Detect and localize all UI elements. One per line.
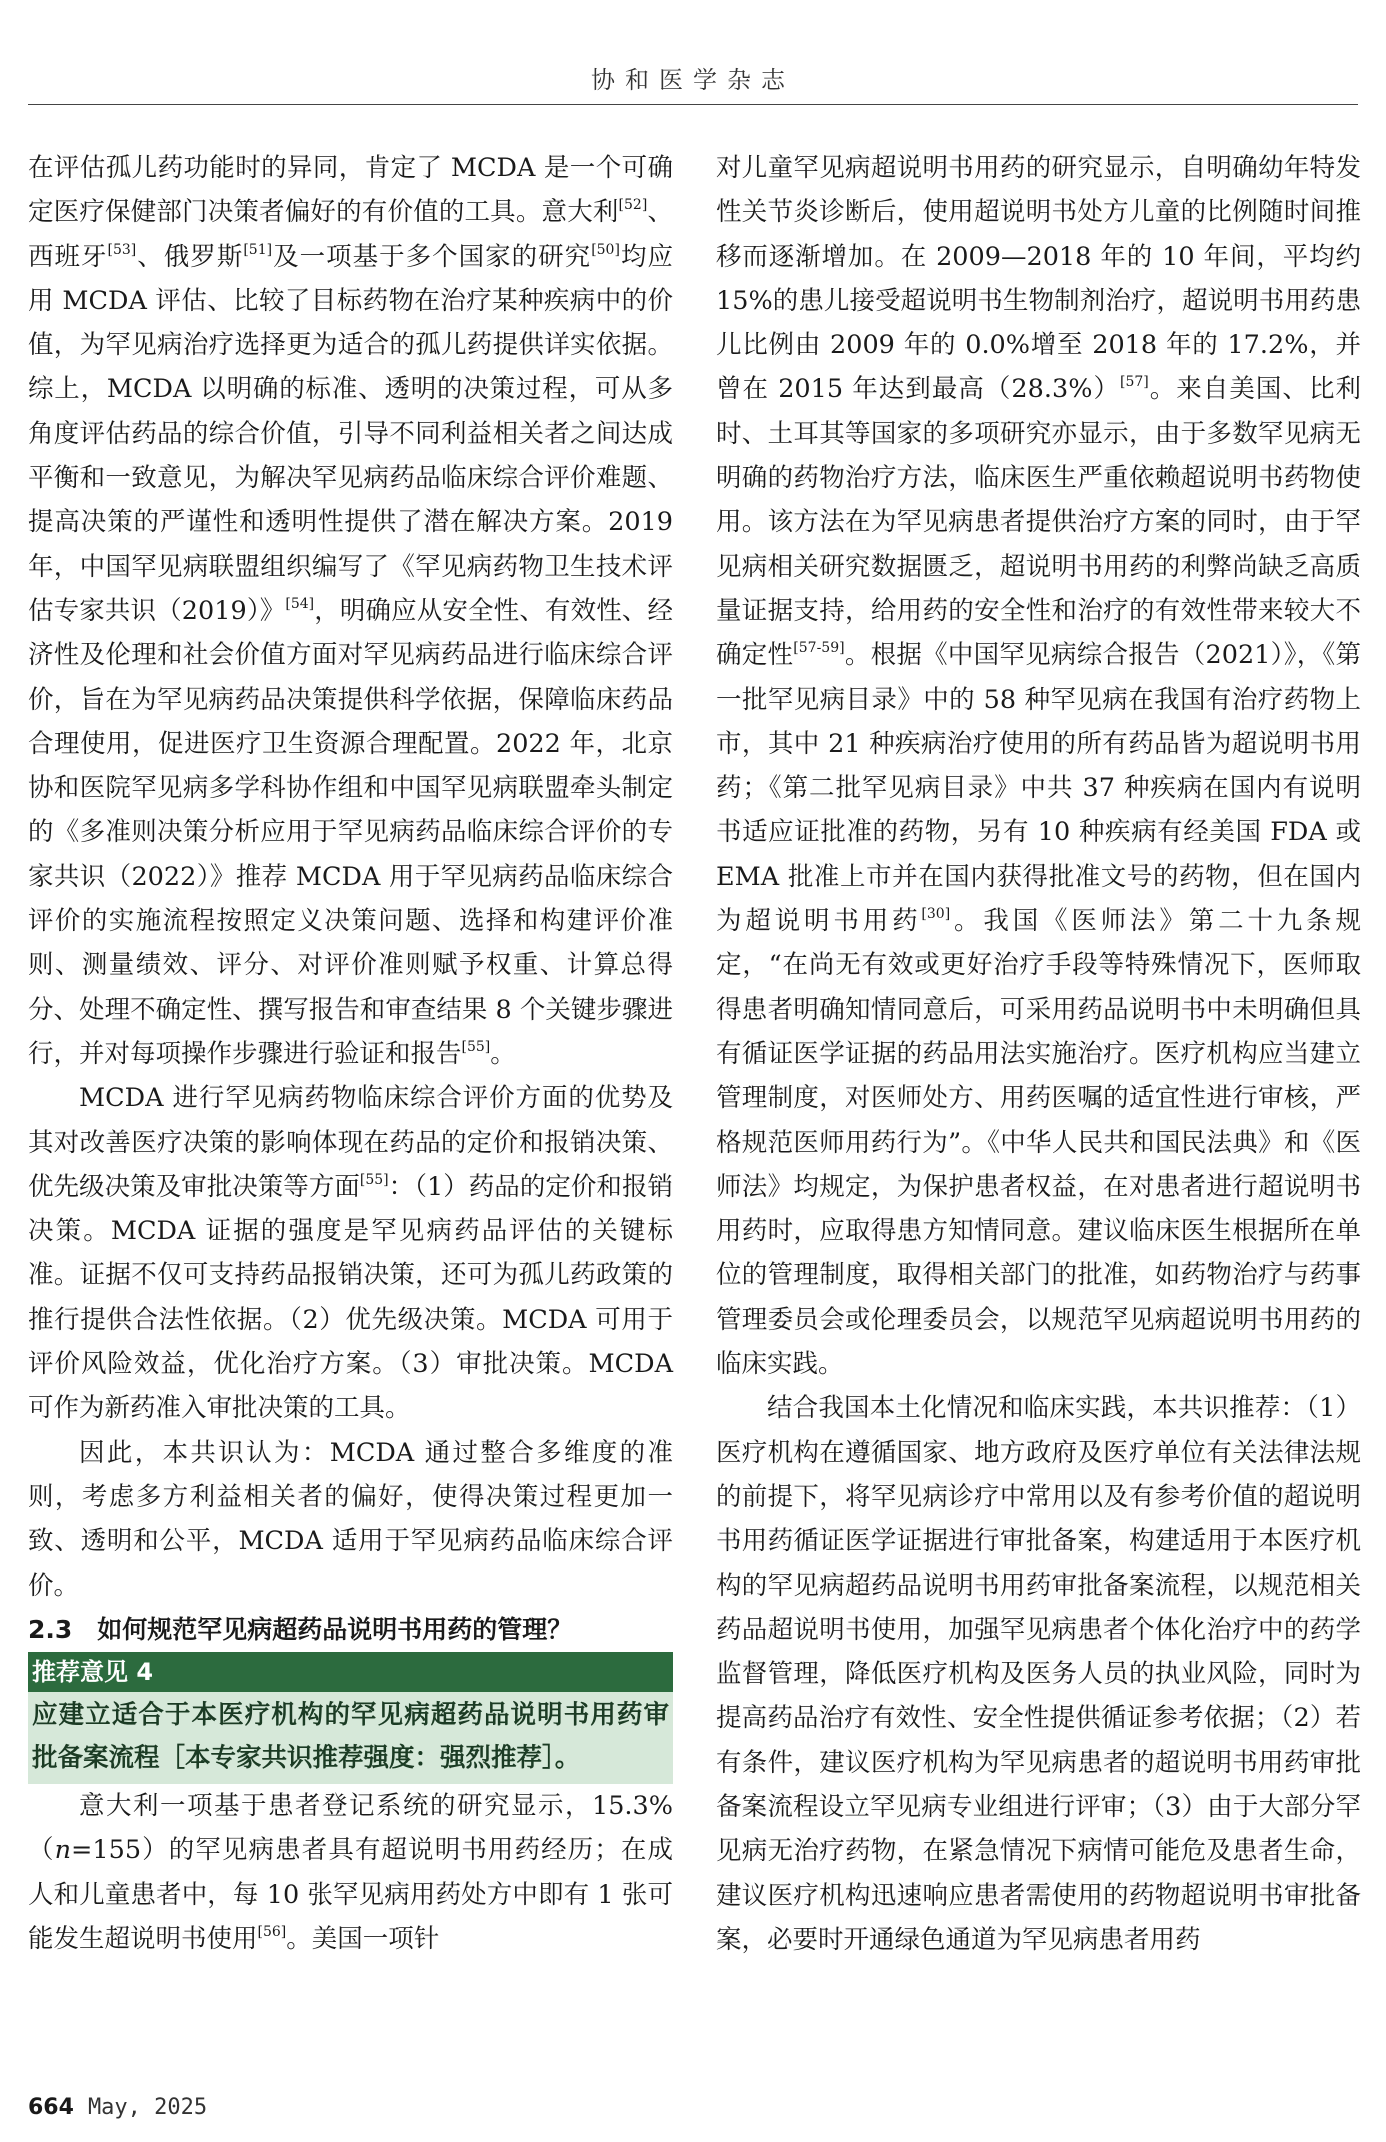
citation: [56]: [257, 1923, 287, 1940]
left-paragraph-2: [28, 1076, 673, 1430]
text-run: 意大利一项基于患者登记系统的研究显示，15.3%（: [28, 1791, 673, 1866]
citation: [54]: [285, 595, 315, 612]
recommendation-body: 应建立适合于本医疗机构的罕见病超药品说明书用药审批备案流程［本专家共识推荐强度：强烈推荐］。: [32, 1700, 669, 1774]
left-column: [28, 146, 673, 1961]
right-paragraph-1: [716, 146, 1361, 1386]
citation: [53]: [107, 241, 137, 258]
text-run: 及一项基于多个国家的研究: [272, 241, 592, 272]
text-run: 、俄罗斯: [136, 241, 244, 272]
text-run: 、西班牙: [28, 197, 673, 272]
citation: [50]: [591, 241, 620, 258]
text-run: ，明确应从安全性、有效性、经济性及伦理和社会价值方面对罕见病药品进行临床综合评价，旨在为罕见病药品决策提供科学依据，保障临床药品合理使用，促进医疗卫生资源合理配置。2022 年，北京协和医院罕见病多学科协作组和中国罕见病联盟牵头制定的《多准则决策分析应用于罕见病药品临床综合评价的专家共识（2022）》推荐 MCDA 用于罕见病药品临床综合评价的实施流程按照定义决策问题、选择和构建评价准则、测量绩效、评分、对评价准则赋予权重、计算总得分、处理不确定性、撰写报告和审查结果 8 个关键步骤进行，并对每项操作步骤进行验证和报告: [28, 595, 673, 1069]
recommendation-title: 推荐意见 4: [28, 1652, 673, 1692]
left-paragraph-4: [28, 1784, 673, 1961]
citation: [55]: [359, 1171, 389, 1188]
text-run: =155）的罕见病患者具有超说明书用药经历；在成人和儿童患者中，每 10 张罕见病用药处方中即有 1 张可能发生超说明书使用: [28, 1835, 673, 1954]
citation: [30]: [921, 906, 951, 923]
right-paragraph-2: 结合我国本土化情况和临床实践，本共识推荐：（1）医疗机构在遵循国家、地方政府及医疗单位有关法律法规的前提下，将罕见病诊疗中常用以及有参考价值的超说明书用药循证医学证据进行审批备案，构建适用于本医疗机构的罕见病超药品说明书用药审批备案流程，以规范相关药品超说明书使用，加强罕见病患者个体化治疗中的药学监督管理，降低医疗机构及医务人员的执业风险，同时为提高药品治疗有效性、安全性提供循证参考依据；（2）若有条件，建议医疗机构为罕见病患者的超说明书用药审批备案流程设立罕见病专业组进行评审；（3）由于大部分罕见病无治疗药物，在紧急情况下病情可能危及患者生命，建议医疗机构迅速响应患者需使用的药物超说明书审批备案，必要时开通绿色通道为罕见病患者用药: [716, 1393, 1361, 1955]
text-run: ：（1）药品的定价和报销决策。MCDA 证据的强度是罕见病药品评估的关键标准。证据不仅可支持药品报销决策，还可为孤儿药政策的推行提供合法性依据。（2）优先级决策。MCDA 可用于评价风险效益，优化治疗方案。（3）审批决策。MCDA 可作为新药准入审批决策的工具。: [28, 1171, 673, 1424]
page-number: 664: [28, 2095, 74, 2120]
text-run: 。: [490, 1038, 516, 1069]
citation: [55]: [461, 1038, 491, 1055]
header-divider: [28, 104, 1358, 105]
citation: [57-59]: [793, 640, 845, 657]
text-run: 。美国一项针: [286, 1923, 440, 1954]
recommendation-box: [28, 1652, 673, 1784]
page-footer: [28, 2095, 207, 2120]
citation: [51]: [243, 241, 273, 258]
section-heading: 2.3 如何规范罕见病超药品说明书用药的管理？: [28, 1614, 573, 1644]
citation: [52]: [618, 197, 648, 214]
left-paragraph-3: 因此，本共识认为：MCDA 通过整合多维度的准则，考虑多方利益相关者的偏好，使得决策过程更加一致、透明和公平，MCDA 适用于罕见病药品临床综合评价。: [28, 1437, 673, 1601]
text-run: MCDA 进行罕见病药物临床综合评价方面的优势及其对改善医疗决策的影响体现在药品的定价和报销决策、优先级决策及审批决策等方面: [28, 1083, 673, 1202]
right-column: [716, 146, 1361, 1962]
journal-header: 协和医学杂志: [591, 66, 795, 94]
left-paragraph-1: [28, 146, 673, 1076]
text-run: 。我国《医师法》第二十九条规定，“在尚无有效或更好治疗手段等特殊情况下，医师取得患者明确知情同意后，可采用药品说明书中未明确但具有循证医学证据的药品用法实施治疗。医疗机构应当建立管理制度，对医师处方、用药医嘱的适宜性进行审核，严格规范医师用药行为”。《中华人民共和国民法典》和《医师法》均规定，为保护患者权益，在对患者进行超说明书用药时，应取得患方知情同意。建议临床医生根据所在单位的管理制度，取得相关部门的批准，如药物治疗与药事管理委员会或伦理委员会，以规范罕见病超说明书用药的临床实践。: [716, 906, 1361, 1380]
text-run: 。来自美国、比利时、土耳其等国家的多项研究亦显示，由于多数罕见病无明确的药物治疗方法，临床医生严重依赖超说明书药物使用。该方法在为罕见病患者提供治疗方案的同时，由于罕见病相关研究数据匮乏，超说明书用药的利弊尚缺乏高质量证据支持，给用药的安全性和治疗的有效性带来较大不确定性: [716, 374, 1361, 671]
text-run: 对儿童罕见病超说明书用药的研究显示，自明确幼年特发性关节炎诊断后，使用超说明书处方儿童的比例随时间推移而逐渐增加。在 2009—2018 年的 10 年间，平均约 15%的患儿接受超说明书生物制剂治疗，超说明书用药患儿比例由 2009 年的 0.0%增至 2018 年的 17.2%，并曾在 2015 年达到最高（28.3%）: [716, 153, 1361, 405]
issue-date: May, 2025: [87, 2095, 208, 2120]
citation: [57]: [1119, 374, 1149, 391]
text-run: 在评估孤儿药功能时的异同，肯定了 MCDA 是一个可确定医疗保健部门决策者偏好的有价值的工具。意大利: [28, 153, 673, 228]
text-run: 。根据《中国罕见病综合报告（2021）》，《第一批罕见病目录》中的 58 种罕见病在我国有治疗药物上市，其中 21 种疾病治疗使用的所有药品皆为超说明书用药；《第二批罕见病目录》中共 37 种疾病在国内有说明书适应证批准的药物，另有 10 种疾病有经美国 FDA 或 EMA 批准上市并在国内获得批准文号的药物，但在国内为超说明书用药: [716, 640, 1361, 937]
variable-n: n: [54, 1835, 72, 1866]
text-run: 均应用 MCDA 评估、比较了目标药物在治疗某种疾病中的价值，为罕见病治疗选择更为适合的孤儿药提供详实依据。综上，MCDA 以明确的标准、透明的决策过程，可从多角度评估药品的综合价值，引导不同利益相关者之间达成平衡和一致意见，为解决罕见病药品临床综合评价难题、提高决策的严谨性和透明性提供了潜在解决方案。2019 年，中国罕见病联盟组织编写了《罕见病药物卫生技术评估专家共识（2019）》: [28, 241, 673, 626]
